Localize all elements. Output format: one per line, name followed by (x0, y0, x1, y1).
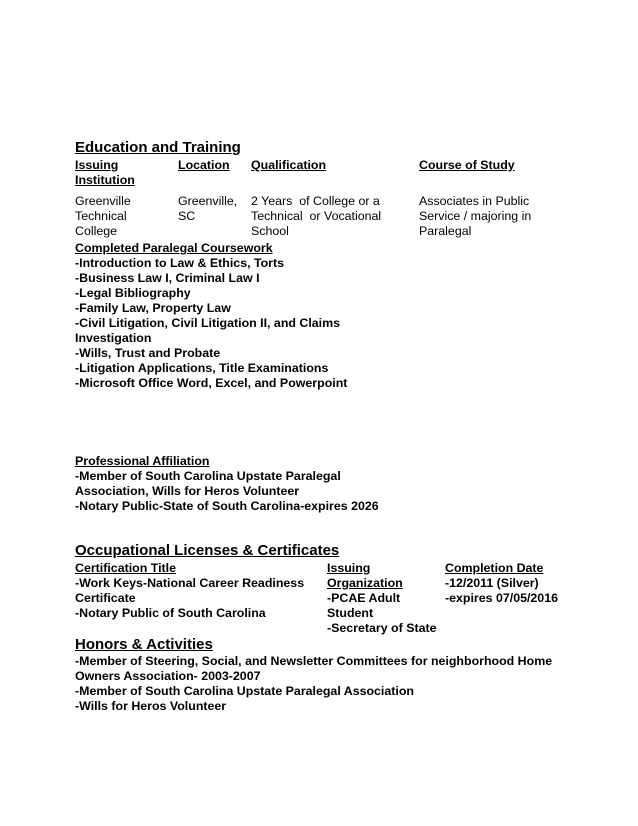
coursework-item: -Business Law I, Criminal Law I (75, 271, 260, 285)
licenses-title: Occupational Licenses & Certificates (75, 542, 340, 559)
honors-line: -Member of South Carolina Upstate Paralegal Association (75, 684, 414, 698)
coursework-item: -Civil Litigation, Civil Litigation II, and Claims (75, 316, 341, 330)
cert-line: Certificate (75, 591, 136, 605)
honors-block (75, 654, 552, 714)
coursework-item: -Legal Bibliography (75, 286, 191, 300)
header-cert: Certification Title (75, 561, 176, 575)
cert-line: -Notary Public of South Carolina (75, 606, 266, 620)
cert-column (75, 561, 304, 621)
coursework-item: -Microsoft Office Word, Excel, and Powerpoint (75, 376, 348, 390)
cert-line: -Work Keys-National Career Readiness (75, 576, 305, 590)
header-institution: Issuing Institution (75, 158, 135, 187)
affiliation-line: -Member of South Carolina Upstate Paralegal (75, 469, 341, 483)
cell-institution: Greenville Technical College (75, 194, 131, 238)
header-qualification: Qualification (251, 158, 327, 172)
affiliation-line: -Notary Public-State of South Carolina-expires 2026 (75, 499, 379, 513)
honors-line: -Wills for Heros Volunteer (75, 699, 227, 713)
date-line: -expires 07/05/2016 (445, 591, 558, 605)
honors-line: -Member of Steering, Social, and Newsletter Committees for neighborhood Home (75, 654, 553, 668)
org-line: -Secretary of State (327, 621, 437, 635)
coursework-item: Investigation (75, 331, 152, 345)
affiliation-title: Professional Affiliation (75, 454, 210, 468)
honors-line: Owners Association- 2003-2007 (75, 669, 261, 683)
date-column (445, 561, 558, 606)
coursework-item: -Family Law, Property Law (75, 301, 231, 315)
cell-qualification: 2 Years of College or a Technical or Vocational School (251, 194, 382, 238)
header-date: Completion Date (445, 561, 544, 575)
coursework-item: -Wills, Trust and Probate (75, 346, 221, 360)
affiliation-line: Association, Wills for Heros Volunteer (75, 484, 300, 498)
education-title: Education and Training (75, 139, 241, 156)
coursework-item: -Introduction to Law & Ethics, Torts (75, 256, 285, 270)
header-location: Location (178, 158, 230, 172)
header-org: Issuing (327, 561, 371, 575)
header-course: Course of Study (419, 158, 515, 172)
coursework-block (75, 241, 347, 391)
org-column (327, 561, 437, 636)
cell-course: Associates in Public Service / majoring in Paralegal (419, 194, 532, 238)
cell-location: Greenville, SC (178, 194, 238, 223)
coursework-item: -Litigation Applications, Title Examinations (75, 361, 329, 375)
honors-title: Honors & Activities (75, 636, 213, 653)
affiliation-block (75, 454, 379, 514)
org-line: Student (327, 606, 374, 620)
coursework-title: Completed Paralegal Coursework (75, 241, 273, 255)
header-org: Organization (327, 576, 403, 590)
date-line: -12/2011 (Silver) (445, 576, 539, 590)
org-line: -PCAE Adult (327, 591, 401, 605)
